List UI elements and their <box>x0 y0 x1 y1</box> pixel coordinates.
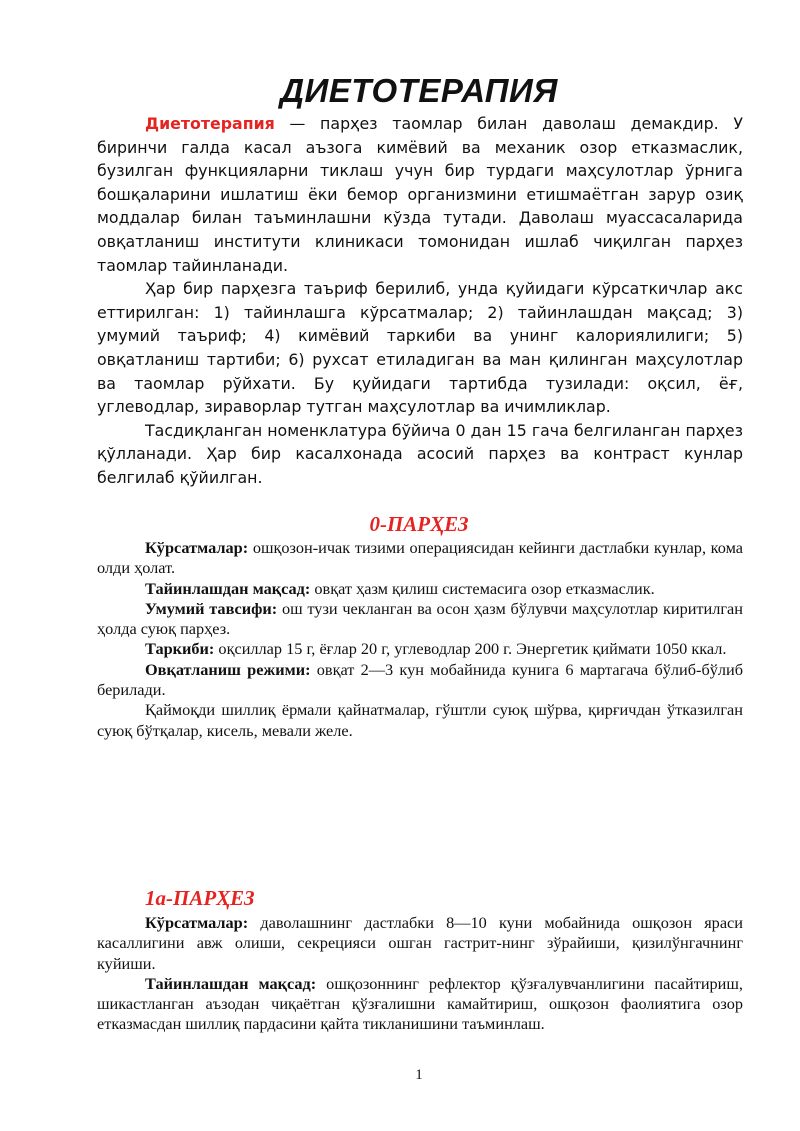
diet-1a-heading: 1а-ПАРҲЕЗ <box>145 886 255 910</box>
diet-0-item: Кўрсатмалар: ошқозон-ичак тизими операциясидан кейинги дастлабки кунлар, кома олди ҳолат. <box>97 538 743 578</box>
diet-0-item: Таркиби: оқсиллар 15 г, ёғлар 20 г, углеводлар 200 г. Энергетик қиймати 1050 ккал. <box>145 639 727 659</box>
diet-1a-item: Тайинлашдан мақсад: ошқозоннинг рефлектор қўзғалувчанлигини пасайтириш, шикастланган аъзодан чиқаётган қўзғалишни камайтириш, ошқозон фаолиятига озор етказмасдан шиллиқ пардасини қайта тикланишини таъминлаш. <box>97 973 743 1034</box>
page-title: ДИЕТОТЕРАПИЯ <box>280 72 558 109</box>
intro-paragraph-1-text: — парҳез таомлар билан даволаш демакдир. У биринчи галда касал аъзога кимёвий ва механик озор етказмаслик, бузилган функцияларни тиклаш учун бир турдаги маҳсулотлар ўрнига бошқаларини ишлатиш ёки бемор организмини етишмаётган зарур озиқ моддалар билан таъминлашни кўзда тутади. Даволаш муассасаларида овқатланиш институти клиникаси томонидан ишлаб чиқилган парҳез таомлар тайинланади. <box>97 114 743 275</box>
diet-0-item: Овқатланиш режими: овқат 2—3 кун мобайнида кунига 6 мартагача бўлиб-бўлиб берилади. <box>97 659 743 700</box>
intro-paragraph-1 <box>97 112 743 277</box>
diet-0-section <box>97 538 743 741</box>
diet-1a-item: Кўрсатмалар: даволашнинг дастлабки 8—10 куни мобайнида ошқозон яраси касаллигини авж олиши, секрецияси ошган гастрит-нинг зўрайиши, қизилўнгачнинг куйиши. <box>97 913 743 973</box>
page-number: 1 <box>415 1067 423 1083</box>
intro-paragraph-3: Тасдиқланган номенклатура бўйича 0 дан 15 гача белгиланган парҳез қўлланади. Ҳар бир касалхонада асосий парҳез ва контраст кунлар белгилаб қўйилган. <box>97 420 743 487</box>
intro-paragraph-2: Ҳар бир парҳезга таъриф берилиб, унда қуйидаги кўрсаткичлар акс еттирилган: 1) тайинлашга кўрсатмалар; 2) тайинлашдан мақсад; 3) умумий таъриф; 4) кимёвий таркиби ва унинг калориялилиги; 5) овқатланиш тартиби; 6) рухсат етиладиган ва ман қилинган маҳсулотлар ва таомлар рўйхати. Бу қуйидаги тартибда тузилади: оқсил, ёғ, углеводлар, зираворлар тутган маҳсулотлар ва ичимликлар. <box>97 279 743 417</box>
intro-section <box>97 112 743 490</box>
diet-0-item: Тайинлашдан мақсад: овқат ҳазм қилиш системасига озор етказмаслик. <box>145 578 655 598</box>
diet-0-item: Қаймоқди шиллиқ ёрмали қайнатмалар, гўштли суюқ шўрва, қирғичдан ўтказилган суюқ бўтқалар, кисель, мевали желе. <box>97 700 743 740</box>
intro-term: Диетотерапия <box>145 114 275 133</box>
diet-1a-section <box>97 913 743 1035</box>
diet-0-item: Умумий тавсифи: ош тузи чекланган ва осон ҳазм бўлувчи маҳсулотлар киритилган ҳолда суюқ парҳез. <box>97 598 743 639</box>
diet-0-heading: 0-ПАРҲЕЗ <box>369 512 469 536</box>
